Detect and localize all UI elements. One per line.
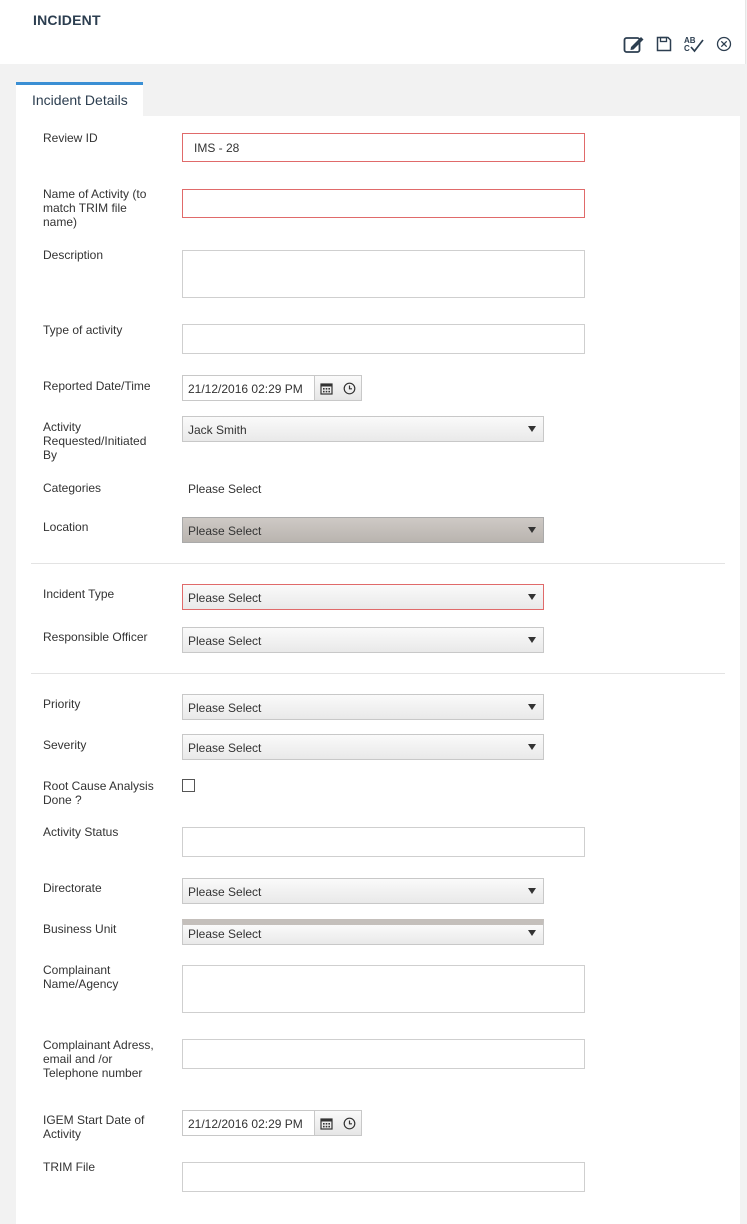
trim-file-label: TRIM File: [43, 1160, 95, 1174]
chevron-down-icon: [528, 888, 536, 894]
directorate-label: Directorate: [43, 881, 102, 895]
igem-clock-button[interactable]: [338, 1111, 361, 1135]
igem-start-picker: [182, 1110, 362, 1136]
svg-text:C: C: [684, 44, 690, 53]
section-divider: [31, 563, 725, 564]
igem-start-input[interactable]: [183, 1111, 315, 1135]
root-cause-label: Root Cause Analysis Done ?: [43, 779, 154, 807]
root-cause-checkbox[interactable]: [182, 779, 195, 792]
description-label: Description: [43, 248, 104, 262]
chevron-down-icon: [528, 704, 536, 710]
close-circle-icon: [716, 36, 732, 52]
igem-start-value: 21/12/2016 02:29 PM: [188, 1117, 303, 1131]
complainant-name-textarea[interactable]: [182, 965, 585, 1013]
chevron-down-icon: [528, 527, 536, 533]
chevron-down-icon: [528, 744, 536, 750]
business-unit-value: Please Select: [188, 927, 262, 941]
igem-start-label: IGEM Start Date of Activity: [43, 1113, 145, 1141]
reported-datetime-value: 21/12/2016 02:29 PM: [188, 382, 303, 396]
tab-incident-details[interactable]: Incident Details: [16, 82, 143, 116]
close-button[interactable]: [713, 33, 735, 55]
chevron-down-icon: [528, 426, 536, 432]
responsible-officer-value: Please Select: [188, 634, 262, 648]
requested-by-value: Jack Smith: [188, 423, 247, 437]
activity-type-input[interactable]: [182, 324, 585, 354]
calendar-icon: [320, 1117, 333, 1130]
activity-type-label: Type of activity: [43, 323, 123, 337]
page-title: INCIDENT: [33, 12, 101, 28]
spellcheck-icon: [683, 35, 705, 53]
priority-label: Priority: [43, 697, 81, 711]
incident-details-panel: [16, 116, 740, 1224]
priority-value: Please Select: [188, 701, 262, 715]
severity-value: Please Select: [188, 741, 262, 755]
reported-datetime-label: Reported Date/Time: [43, 379, 151, 393]
requested-by-label: Activity Requested/Initiated By: [43, 420, 147, 462]
directorate-select[interactable]: [182, 878, 544, 904]
activity-status-label: Activity Status: [43, 825, 119, 839]
incident-type-value: Please Select: [188, 591, 262, 605]
toolbar: [615, 33, 735, 55]
location-value: Please Select: [188, 524, 262, 538]
responsible-officer-label: Responsible Officer: [43, 630, 148, 644]
priority-select[interactable]: [182, 694, 544, 720]
chevron-down-icon: [528, 637, 536, 643]
location-select[interactable]: [182, 517, 544, 543]
header-bar: [0, 0, 746, 64]
chevron-down-icon: [528, 930, 536, 936]
clock-icon: [343, 1117, 356, 1130]
save-button[interactable]: [653, 33, 675, 55]
review-id-value: IMS - 28: [194, 141, 240, 155]
edit-button[interactable]: [623, 33, 645, 55]
reported-datetime-input[interactable]: [183, 376, 315, 400]
business-unit-select[interactable]: [182, 919, 544, 945]
reported-datetime-picker: [182, 375, 362, 401]
edit-icon: [623, 34, 645, 54]
chevron-down-icon: [528, 594, 536, 600]
reported-calendar-button[interactable]: [315, 376, 338, 400]
review-id-label: Review ID: [43, 131, 98, 145]
categories-label: Categories: [43, 481, 102, 495]
svg-text:AB: AB: [684, 36, 696, 45]
activity-status-input[interactable]: [182, 827, 585, 857]
activity-name-label: Name of Activity (to match TRIM file name): [43, 187, 147, 229]
severity-label: Severity: [43, 738, 87, 752]
location-label: Location: [43, 520, 89, 534]
review-id-input[interactable]: [182, 133, 585, 162]
activity-name-input[interactable]: [182, 189, 585, 218]
complainant-contact-input[interactable]: [182, 1039, 585, 1069]
directorate-value: Please Select: [188, 885, 262, 899]
save-icon: [656, 36, 672, 52]
incident-type-select[interactable]: [182, 584, 544, 610]
spellcheck-button[interactable]: [683, 33, 705, 55]
requested-by-select[interactable]: [182, 416, 544, 442]
clock-icon: [343, 382, 356, 395]
calendar-icon: [320, 382, 333, 395]
trim-file-input[interactable]: [182, 1162, 585, 1192]
incident-type-label: Incident Type: [43, 587, 115, 601]
categories-value[interactable]: Please Select: [188, 482, 262, 496]
severity-select[interactable]: [182, 734, 544, 760]
description-textarea[interactable]: [182, 250, 585, 298]
business-unit-label: Business Unit: [43, 922, 117, 936]
section-divider: [31, 673, 725, 674]
reported-clock-button[interactable]: [338, 376, 361, 400]
complainant-contact-label: Complainant Adress, email and /or Telephone number: [43, 1038, 154, 1080]
responsible-officer-select[interactable]: [182, 627, 544, 653]
complainant-name-label: Complainant Name/Agency: [43, 963, 119, 991]
igem-calendar-button[interactable]: [315, 1111, 338, 1135]
